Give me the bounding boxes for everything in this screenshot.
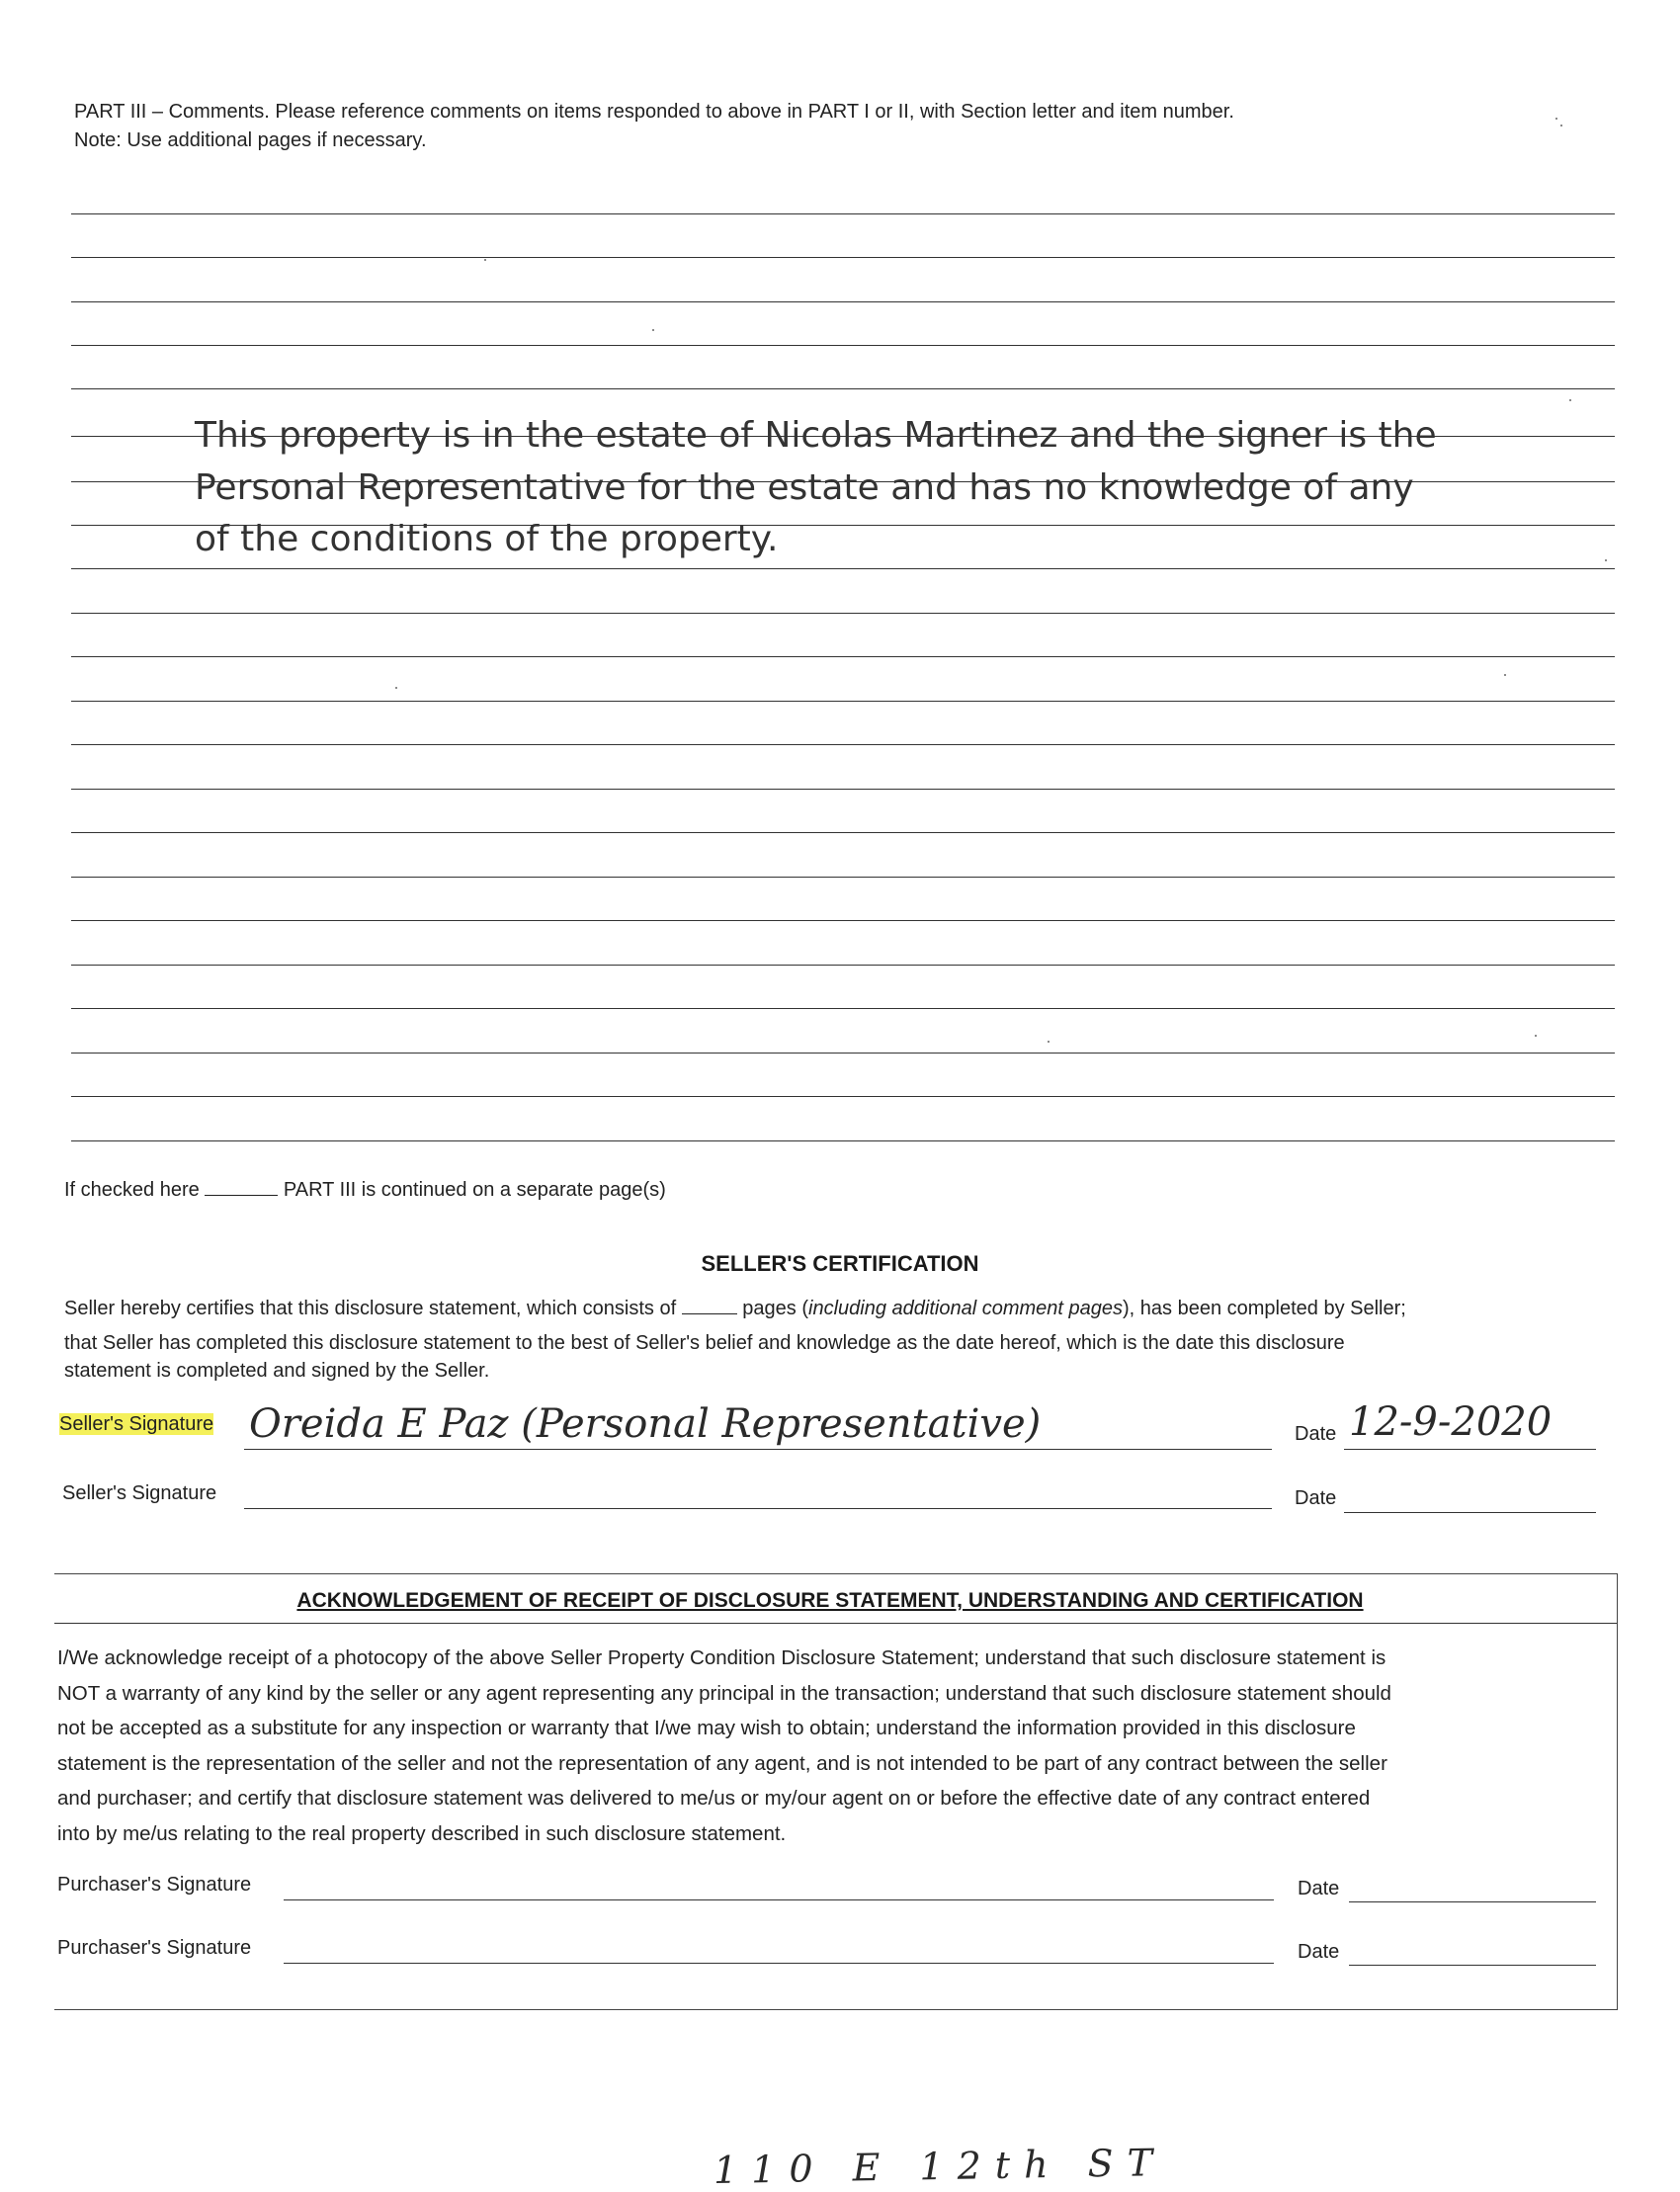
sellers-certification-title: SELLER'S CERTIFICATION [701,1251,979,1276]
comment-line [71,301,1615,302]
comment-line [71,789,1615,790]
purchaser-date-label-2: Date [1298,1941,1340,1963]
comment-line [71,877,1615,878]
continued-check-blank[interactable] [205,1195,278,1196]
comment-text-line-3: of the conditions of the property. [195,519,779,559]
acknowledgement-title-rule [54,1623,1617,1624]
continued-prefix: If checked here [64,1179,200,1201]
seller-signature-label-2: Seller's Signature [62,1482,217,1504]
comment-line [71,568,1615,569]
comment-text-line-1: This property is in the estate of Nicolas Martinez and the signer is the [195,415,1437,456]
comment-line [71,345,1615,346]
seller-date-1[interactable]: 12-9-2020 [1349,1399,1553,1445]
certification-text: ), has been completed by Seller; [1123,1298,1406,1319]
continued-suffix: PART III is continued on a separate page(s) [283,1179,666,1201]
comment-line [71,213,1615,214]
certification-line-3: statement is completed and signed by the Seller. [64,1360,490,1382]
comment-line [71,1008,1615,1009]
date-line-1[interactable] [1344,1449,1596,1450]
handwritten-address: 110 E 12th ST [713,2141,1167,2192]
comment-line [71,832,1615,833]
comment-line [71,744,1615,745]
seller-signature-1[interactable]: Oreida E Paz (Personal Representative) [249,1401,1042,1447]
pages-count-blank[interactable] [682,1313,737,1314]
acknowledgement-line: not be accepted as a substitute for any inspection or warranty that I/we may wish to obtain; understand the information provided in this disclosure [57,1717,1356,1739]
comment-text-line-2: Personal Representative for the estate and has no knowledge of any [195,467,1414,508]
purchaser-date-line-2[interactable] [1349,1965,1596,1966]
purchaser-date-line-1[interactable] [1349,1901,1596,1902]
acknowledgement-text [57,1641,1599,1851]
comment-line [71,965,1615,966]
certification-text: Seller hereby certifies that this disclosure statement, which consists of [64,1298,677,1319]
certification-text: pages ( [742,1298,809,1319]
comment-line [71,388,1615,389]
comment-line [71,656,1615,657]
seller-signature-label-text: Seller's Signature [59,1413,214,1435]
comment-line [71,1140,1615,1141]
purchaser-date-label-1: Date [1298,1878,1340,1899]
seller-signature-line-1[interactable] [244,1449,1272,1450]
acknowledgement-line: NOT a warranty of any kind by the seller or any agent representing any principal in the transaction; understand that such disclosure statement should [57,1681,1391,1705]
comment-line [71,1053,1615,1054]
comment-line [71,1096,1615,1097]
certification-line-2: that Seller has completed this disclosure statement to the best of Seller's belief and knowledge as the date hereof, which is the date this disclosure [64,1332,1345,1354]
acknowledgement-title: ACKNOWLEDGEMENT OF RECEIPT OF DISCLOSURE STATEMENT, UNDERSTANDING AND CERTIFICATION [296,1589,1364,1612]
certification-italic: including additional comment pages [808,1298,1123,1319]
part-iii-heading: PART III – Comments. Please reference comments on items responded to above in PART I or II, with Section letter and item number. [74,101,1234,123]
acknowledgement-line: and purchaser; and certify that disclosure statement was delivered to me/us or my/our agent on or before the effective date of any contract entered [57,1787,1371,1810]
date-line-2[interactable] [1344,1512,1596,1513]
comment-line [71,613,1615,614]
acknowledgement-line: I/We acknowledge receipt of a photocopy of the above Seller Property Condition Disclosure Statement; understand that such disclosure statement is [57,1646,1386,1669]
comment-line [71,257,1615,258]
purchaser-signature-line-1[interactable] [284,1899,1274,1900]
date-label-1: Date [1295,1423,1337,1445]
purchaser-signature-label-2: Purchaser's Signature [57,1937,252,1959]
date-label-2: Date [1295,1487,1337,1509]
seller-signature-label-1 [59,1413,213,1436]
certification-line-1 [64,1298,1406,1320]
acknowledgement-line: statement is the representation of the seller and not the representation of any agent, and is not intended to be part of any contract between the seller [57,1751,1387,1775]
comment-line [71,920,1615,921]
part-iii-note: Note: Use additional pages if necessary. [74,129,427,151]
comment-line [71,701,1615,702]
purchaser-signature-label-1: Purchaser's Signature [57,1874,252,1896]
purchaser-signature-line-2[interactable] [284,1963,1274,1964]
acknowledgement-line: into by me/us relating to the real property described in such disclosure statement. [57,1821,787,1845]
seller-signature-line-2[interactable] [244,1508,1272,1509]
continued-checkbox-row [64,1179,666,1202]
